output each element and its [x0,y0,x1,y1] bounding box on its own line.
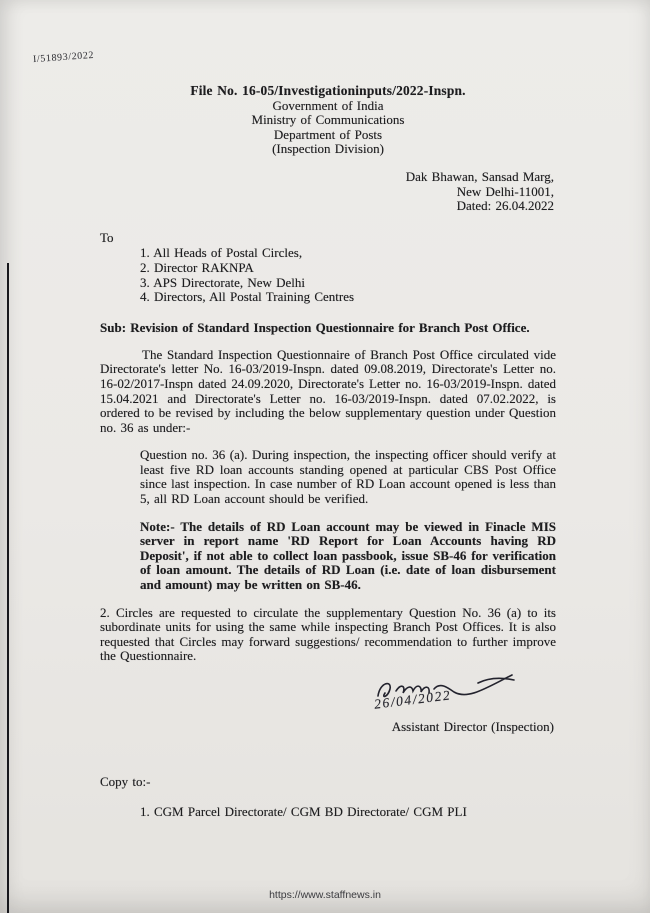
sender-address-block [100,170,556,214]
eoffice-ref-number: I/51893/2022 [32,49,95,66]
recipient-item-1: 1. All Heads of Postal Circles, [140,245,303,261]
org-line-division: (Inspection Division) [272,141,384,157]
paragraph-circulation: 2. Circles are requested to circulate the supplementary Question No. 36 (a) to its subordinate units for using the same while inspecting Branch Post Offices. It is also requested that Circles may forward suggestions/ recommendation to further improve the Questionnaire. [100,604,556,664]
footer-url: https://www.staffnews.in [269,889,381,901]
signature-block [100,672,556,720]
copy-to-item-1: 1. CGM Parcel Directorate/ CGM BD Directorate/ CGM PLI [140,804,467,820]
org-line-department: Department of Posts [273,126,383,142]
address-line-street: Dak Bhawan, Sansad Marg, [405,168,554,184]
paragraph-intro: The Standard Inspection Questionnaire of Branch Post Office circulated vide Directorate's letter No. 16-03/2019-Inspn. dated 09.08.2019, Directorate's Letter no. 16-02/2017-Inspn dated 24.09.2020, Directorate's Letter no. 16-03/2019-Inspn. dated 15.04.2021 and Directorate's Letter no. 16-03/2019-Inspn. dated 07.02.2022, is ordered to be revised by including the below supplementary question under Question no. 36 as under:- [100,346,556,435]
letter-date-line: Dated: 26.04.2022 [456,198,554,214]
recipients-list [140,246,556,304]
org-line-ministry: Ministry of Communications [251,112,405,128]
to-label: To [100,229,114,245]
recipient-item-4: 4. Directors, All Postal Training Centres [140,289,355,305]
org-line-government: Government of India [272,97,384,113]
letter-body [100,84,556,820]
address-line-city: New Delhi-11001, [456,183,554,199]
recipient-item-3: 3. APS Directorate, New Delhi [140,274,306,290]
recipient-item-2: 2. Director RAKNPA [140,259,254,275]
file-number-heading: File No. 16-05/Investigationinputs/2022-Inspn. [190,83,466,98]
subject-line: Sub: Revision of Standard Inspection Questionnaire for Branch Post Office. [100,319,530,335]
scan-artifact-vertical-line [7,263,9,913]
paragraph-question-36a: Question no. 36 (a). During inspection, the inspecting officer should verify at least five RD loan accounts standing opened at particular CBS Post Office since last inspection. In case number of RD Loan account opened is less than 5, all RD Loan account should be verified. [140,447,556,507]
signatory-designation: Assistant Director (Inspection) [391,719,554,734]
copy-to-label: Copy to:- [100,773,151,789]
paragraph-note: Note:- The details of RD Loan account may be viewed in Finacle MIS server in report name 'RD Report for Loan Accounts having RD Deposit', if not able to collect loan passbook, issue SB-46 for verification of loan amount. The details of RD Loan (i.e. date of loan disbursement and amount) may be written on SB-46. [140,518,556,593]
signature-handwritten-date: 26/04/2022 [373,687,453,712]
